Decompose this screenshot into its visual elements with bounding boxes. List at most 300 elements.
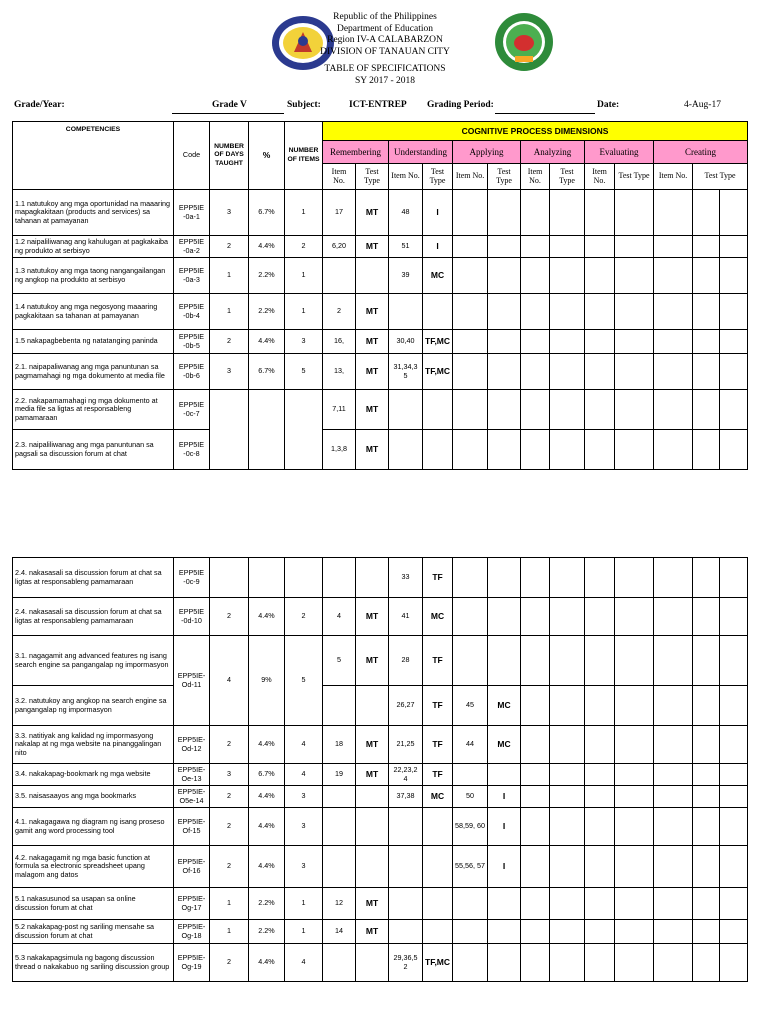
empty-cell [720, 920, 748, 944]
understanding-type-cell: I [423, 190, 453, 236]
remembering-type-cell: MT [356, 726, 389, 764]
competency-cell: 5.3 nakakapagsimula ng bagong discussion thread o nakakabuo ng sariling discussion group [13, 944, 174, 982]
percent-cell: 4.4% [249, 808, 285, 846]
applying-item-cell [453, 236, 488, 258]
empty-cell [521, 598, 550, 636]
understanding-type-cell [423, 294, 453, 330]
empty-cell [521, 294, 550, 330]
competency-cell: 4.2. nakagagamit ng mga basic function at formula sa electronic spreadsheet upang malagom ang datos [13, 846, 174, 888]
understanding-type-cell: MC [423, 786, 453, 808]
applying-type-cell [488, 294, 521, 330]
empty-cell [585, 686, 615, 726]
empty-cell [585, 330, 615, 354]
items-cell: 1 [285, 258, 323, 294]
empty-cell [550, 636, 585, 686]
empty-cell [550, 920, 585, 944]
applying-type-cell [488, 558, 521, 598]
remembering-type-cell: MT [356, 764, 389, 786]
empty-cell [720, 846, 748, 888]
document-header [0, 0, 768, 120]
empty-cell [654, 846, 693, 888]
remembering-item-cell: 18 [323, 726, 356, 764]
remembering-type-cell [356, 558, 389, 598]
empty-cell [550, 258, 585, 294]
applying-type-cell [488, 390, 521, 430]
items-cell: 5 [285, 354, 323, 390]
empty-cell [615, 726, 654, 764]
table-row [13, 258, 748, 294]
days-cell: 1 [210, 920, 249, 944]
code-header: Code [174, 122, 210, 190]
test-type-header: Test Type [615, 164, 654, 190]
item-no-header: Item No. [654, 164, 693, 190]
percent-cell: 2.2% [249, 294, 285, 330]
empty-cell [615, 236, 654, 258]
percent-cell: 4.4% [249, 846, 285, 888]
empty-cell [521, 726, 550, 764]
empty-cell [654, 786, 693, 808]
empty-cell [521, 390, 550, 430]
empty-cell [693, 430, 720, 470]
empty-cell [585, 258, 615, 294]
percent-cell: 4.4% [249, 944, 285, 982]
empty-cell [720, 944, 748, 982]
understanding-type-cell: TF [423, 686, 453, 726]
empty-cell [720, 598, 748, 636]
applying-item-cell [453, 354, 488, 390]
understanding-item-cell: 37,38 [389, 786, 423, 808]
percent-cell [249, 390, 285, 470]
empty-cell [654, 944, 693, 982]
empty-cell [693, 236, 720, 258]
empty-cell [654, 598, 693, 636]
empty-cell [720, 258, 748, 294]
empty-cell [654, 686, 693, 726]
empty-cell [550, 888, 585, 920]
understanding-item-cell: 28 [389, 636, 423, 686]
empty-cell [550, 354, 585, 390]
remembering-type-cell: MT [356, 330, 389, 354]
understanding-type-cell: MC [423, 258, 453, 294]
empty-cell [693, 786, 720, 808]
empty-cell [521, 354, 550, 390]
empty-cell [615, 558, 654, 598]
days-cell: 2 [210, 846, 249, 888]
code-cell: EPP5IE-Oe-13 [174, 764, 210, 786]
empty-cell [521, 258, 550, 294]
empty-cell [654, 258, 693, 294]
test-type-header: Test Type [488, 164, 521, 190]
test-type-header: Test Type [423, 164, 453, 190]
applying-type-cell: I [488, 786, 521, 808]
empty-cell [615, 390, 654, 430]
date-value: 4-Aug-17 [684, 100, 721, 110]
competency-cell: 4.1. nakagagawa ng diagram ng isang proseso gamit ang word processing tool [13, 808, 174, 846]
empty-cell [654, 354, 693, 390]
header-line-4: DIVISION OF TANAUAN CITY [320, 46, 450, 57]
empty-cell [720, 330, 748, 354]
empty-cell [720, 236, 748, 258]
competency-cell: 3.1. nagagamit ang advanced features ng isang search engine sa pangangalap ng impormasyon [13, 636, 174, 686]
table-row [13, 294, 748, 330]
empty-cell [521, 330, 550, 354]
empty-cell [615, 294, 654, 330]
document-title: TABLE OF SPECIFICATIONS [324, 64, 446, 74]
empty-cell [654, 558, 693, 598]
days-cell: 3 [210, 354, 249, 390]
empty-cell [615, 764, 654, 786]
empty-cell [654, 236, 693, 258]
empty-cell [654, 330, 693, 354]
level-applying: Applying [453, 141, 521, 164]
competency-cell: 3.4. nakakapag-bookmark ng mga website [13, 764, 174, 786]
empty-cell [720, 786, 748, 808]
grade-label: Grade/Year: [14, 100, 65, 110]
table-row [13, 726, 748, 764]
empty-cell [654, 430, 693, 470]
code-cell: EPP5IE -0c-8 [174, 430, 210, 470]
empty-cell [521, 430, 550, 470]
empty-cell [693, 920, 720, 944]
items-cell: 4 [285, 764, 323, 786]
applying-type-cell [488, 920, 521, 944]
code-cell: EPP5IE-Og-19 [174, 944, 210, 982]
empty-cell [720, 686, 748, 726]
empty-cell [550, 236, 585, 258]
empty-cell [550, 726, 585, 764]
items-cell: 3 [285, 330, 323, 354]
applying-item-cell: 50 [453, 786, 488, 808]
understanding-item-cell: 22,23,2 4 [389, 764, 423, 786]
applying-type-cell: MC [488, 726, 521, 764]
understanding-item-cell: 30,40 [389, 330, 423, 354]
understanding-type-cell: TF,MC [423, 944, 453, 982]
table-row [13, 430, 748, 470]
competency-cell: 1.3 natutukoy ang mga taong nangangailangan ng angkop na produkto at serbisyo [13, 258, 174, 294]
empty-cell [585, 430, 615, 470]
applying-item-cell [453, 920, 488, 944]
remembering-type-cell: MT [356, 888, 389, 920]
header-line-2: Department of Education [336, 23, 434, 34]
empty-cell [693, 846, 720, 888]
remembering-item-cell: 4 [323, 598, 356, 636]
subject-value: ICT-ENTREP [349, 100, 407, 110]
applying-item-cell [453, 294, 488, 330]
competency-cell: 3.2. natutukoy ang angkop na search engine sa pangangalap ng impormasyon [13, 686, 174, 726]
percent-cell: 2.2% [249, 920, 285, 944]
days-cell: 1 [210, 294, 249, 330]
remembering-item-cell: 6,20 [323, 236, 356, 258]
days-cell: 2 [210, 786, 249, 808]
empty-cell [615, 430, 654, 470]
empty-cell [521, 786, 550, 808]
understanding-type-cell [423, 846, 453, 888]
remembering-item-cell: 12 [323, 888, 356, 920]
percent-cell: 6.7% [249, 354, 285, 390]
empty-cell [585, 390, 615, 430]
code-cell: EPP5IE-O5e-14 [174, 786, 210, 808]
understanding-item-cell: 41 [389, 598, 423, 636]
item-no-header: Item No. [521, 164, 550, 190]
empty-cell [693, 558, 720, 598]
applying-item-cell [453, 598, 488, 636]
empty-cell [585, 786, 615, 808]
header-text [250, 12, 520, 87]
empty-cell [585, 920, 615, 944]
code-cell: EPP5IE -0b-4 [174, 294, 210, 330]
days-cell [210, 390, 249, 470]
empty-cell [654, 726, 693, 764]
remembering-item-cell: 14 [323, 920, 356, 944]
applying-item-cell [453, 390, 488, 430]
empty-cell [585, 190, 615, 236]
table-row [13, 354, 748, 390]
code-cell: EPP5IE-Of-15 [174, 808, 210, 846]
applying-item-cell [453, 430, 488, 470]
empty-cell [720, 726, 748, 764]
understanding-item-cell: 31,34,3 5 [389, 354, 423, 390]
empty-cell [720, 390, 748, 430]
table-row [13, 390, 748, 430]
percent-cell: 2.2% [249, 258, 285, 294]
specifications-table-page1 [12, 121, 748, 470]
remembering-type-cell [356, 846, 389, 888]
competencies-header: COMPETENCIES [13, 122, 174, 190]
competency-cell: 2.4. nakasasali sa discussion forum at chat sa ligtas at responsableng pamamaraan [13, 558, 174, 598]
remembering-type-cell: MT [356, 236, 389, 258]
table-row [13, 786, 748, 808]
understanding-item-cell [389, 390, 423, 430]
days-cell: 2 [210, 330, 249, 354]
table-row [13, 920, 748, 944]
understanding-item-cell [389, 888, 423, 920]
days-cell: 2 [210, 808, 249, 846]
items-cell [285, 390, 323, 470]
applying-type-cell [488, 598, 521, 636]
applying-item-cell [453, 764, 488, 786]
empty-cell [550, 430, 585, 470]
empty-cell [693, 390, 720, 430]
remembering-item-cell: 17 [323, 190, 356, 236]
code-cell: EPP5IE-Of-16 [174, 846, 210, 888]
subject-label: Subject: [287, 100, 321, 110]
code-cell: EPP5IE-Od-11 [174, 636, 210, 726]
remembering-item-cell [323, 686, 356, 726]
percent-header: % [249, 122, 285, 190]
applying-item-cell [453, 258, 488, 294]
applying-item-cell [453, 944, 488, 982]
applying-type-cell [488, 236, 521, 258]
understanding-type-cell: MC [423, 598, 453, 636]
empty-cell [585, 944, 615, 982]
remembering-type-cell: MT [356, 354, 389, 390]
applying-type-cell: I [488, 808, 521, 846]
empty-cell [693, 888, 720, 920]
cognitive-dimensions-header: COGNITIVE PROCESS DIMENSIONS [323, 122, 748, 141]
empty-cell [550, 294, 585, 330]
empty-cell [693, 258, 720, 294]
empty-cell [693, 686, 720, 726]
grading-underline [495, 113, 595, 114]
percent-cell: 4.4% [249, 786, 285, 808]
empty-cell [585, 726, 615, 764]
table-row [13, 598, 748, 636]
remembering-type-cell [356, 786, 389, 808]
competency-cell: 1.5 nakapagbebenta ng natatanging paninda [13, 330, 174, 354]
level-remembering: Remembering [323, 141, 389, 164]
remembering-item-cell [323, 786, 356, 808]
competency-cell: 1.2 naipaliliwanag ang kahulugan at pagkakaiba ng produkto at serbisyo [13, 236, 174, 258]
empty-cell [521, 636, 550, 686]
empty-cell [654, 888, 693, 920]
empty-cell [720, 430, 748, 470]
empty-cell [720, 764, 748, 786]
empty-cell [550, 390, 585, 430]
remembering-type-cell: MT [356, 636, 389, 686]
percent-cell [249, 558, 285, 598]
empty-cell [720, 636, 748, 686]
understanding-item-cell [389, 920, 423, 944]
empty-cell [615, 636, 654, 686]
empty-cell [521, 558, 550, 598]
remembering-item-cell: 7,11 [323, 390, 356, 430]
applying-type-cell [488, 636, 521, 686]
days-cell: 2 [210, 944, 249, 982]
remembering-type-cell: MT [356, 390, 389, 430]
grading-period-label: Grading Period: [427, 100, 494, 110]
applying-type-cell: MC [488, 686, 521, 726]
items-header: NUMBER OF ITEMS [285, 122, 323, 190]
understanding-item-cell: 21,25 [389, 726, 423, 764]
days-cell: 3 [210, 764, 249, 786]
empty-cell [720, 190, 748, 236]
days-header: NUMBER OF DAYS TAUGHT [210, 122, 249, 190]
items-cell: 1 [285, 190, 323, 236]
understanding-item-cell [389, 430, 423, 470]
remembering-type-cell: MT [356, 430, 389, 470]
days-cell: 1 [210, 888, 249, 920]
applying-item-cell: 45 [453, 686, 488, 726]
competency-cell: 3.3. natitiyak ang kalidad ng impormasyong nakalap at ng mga website na pinanggalingan nito [13, 726, 174, 764]
understanding-type-cell: TF [423, 636, 453, 686]
empty-cell [693, 726, 720, 764]
code-cell: EPP5IE -0c-7 [174, 390, 210, 430]
applying-item-cell: 44 [453, 726, 488, 764]
competency-cell: 2.1. naipapaliwanag ang mga panuntunan sa pagmamahagi ng mga dokumento at media file [13, 354, 174, 390]
empty-cell [550, 808, 585, 846]
empty-cell [720, 294, 748, 330]
applying-item-cell: 55,56, 57 [453, 846, 488, 888]
grade-value: Grade V [212, 100, 247, 110]
empty-cell [585, 764, 615, 786]
empty-cell [521, 686, 550, 726]
empty-cell [585, 236, 615, 258]
empty-cell [521, 944, 550, 982]
table-row [13, 330, 748, 354]
applying-type-cell [488, 190, 521, 236]
remembering-item-cell: 1,3,8 [323, 430, 356, 470]
competency-cell: 3.5. naisasaayos ang mga bookmarks [13, 786, 174, 808]
empty-cell [720, 888, 748, 920]
remembering-item-cell: 16, [323, 330, 356, 354]
remembering-item-cell: 2 [323, 294, 356, 330]
empty-cell [521, 888, 550, 920]
code-cell: EPP5IE -0a-3 [174, 258, 210, 294]
remembering-type-cell [356, 686, 389, 726]
percent-cell: 6.7% [249, 190, 285, 236]
items-cell: 5 [285, 636, 323, 726]
empty-cell [654, 294, 693, 330]
applying-item-cell [453, 190, 488, 236]
item-no-header: Item No. [453, 164, 488, 190]
empty-cell [585, 888, 615, 920]
empty-cell [693, 190, 720, 236]
empty-cell [550, 786, 585, 808]
test-type-header: Test Type [693, 164, 748, 190]
empty-cell [693, 944, 720, 982]
understanding-type-cell [423, 920, 453, 944]
empty-cell [521, 920, 550, 944]
competency-cell: 5.2 nakakapag-post ng sariling mensahe sa discussion forum at chat [13, 920, 174, 944]
days-cell [210, 558, 249, 598]
table-row [13, 190, 748, 236]
applying-item-cell [453, 558, 488, 598]
competency-cell: 2.3. naipaliliwanag ang mga panuntunan sa pagsali sa discussion forum at chat [13, 430, 174, 470]
empty-cell [521, 236, 550, 258]
empty-cell [585, 354, 615, 390]
test-type-header: Test Type [550, 164, 585, 190]
remembering-item-cell [323, 808, 356, 846]
level-understanding: Understanding [389, 141, 453, 164]
understanding-type-cell: TF [423, 558, 453, 598]
items-cell: 2 [285, 598, 323, 636]
empty-cell [720, 558, 748, 598]
code-cell: EPP5IE -0b-5 [174, 330, 210, 354]
competency-cell: 2.4. nakasasali sa discussion forum at chat sa ligtas at responsableng pamamaraan [13, 598, 174, 636]
empty-cell [693, 764, 720, 786]
empty-cell [654, 764, 693, 786]
empty-cell [521, 846, 550, 888]
header-line-1: Republic of the Philippines [333, 12, 437, 22]
code-cell: EPP5IE -0a-1 [174, 190, 210, 236]
empty-cell [550, 686, 585, 726]
table-row [13, 558, 748, 598]
empty-cell [615, 944, 654, 982]
table-row [13, 636, 748, 686]
items-cell: 3 [285, 846, 323, 888]
remembering-type-cell: MT [356, 920, 389, 944]
table-row [13, 846, 748, 888]
table-row [13, 236, 748, 258]
item-no-header: Item No. [389, 164, 423, 190]
days-cell: 2 [210, 726, 249, 764]
code-cell: EPP5IE-Og-17 [174, 888, 210, 920]
competency-cell: 1.4 natutukoy ang mga negosyong maaaring pagkakitaan sa tahanan at pamayanan [13, 294, 174, 330]
empty-cell [693, 598, 720, 636]
applying-type-cell: I [488, 846, 521, 888]
empty-cell [585, 294, 615, 330]
percent-cell: 4.4% [249, 330, 285, 354]
empty-cell [654, 390, 693, 430]
remembering-item-cell: 13, [323, 354, 356, 390]
items-cell: 2 [285, 236, 323, 258]
code-cell: EPP5IE -0d-10 [174, 598, 210, 636]
date-label: Date: [597, 100, 620, 110]
empty-cell [585, 808, 615, 846]
applying-type-cell [488, 764, 521, 786]
empty-cell [550, 846, 585, 888]
table-row [13, 944, 748, 982]
